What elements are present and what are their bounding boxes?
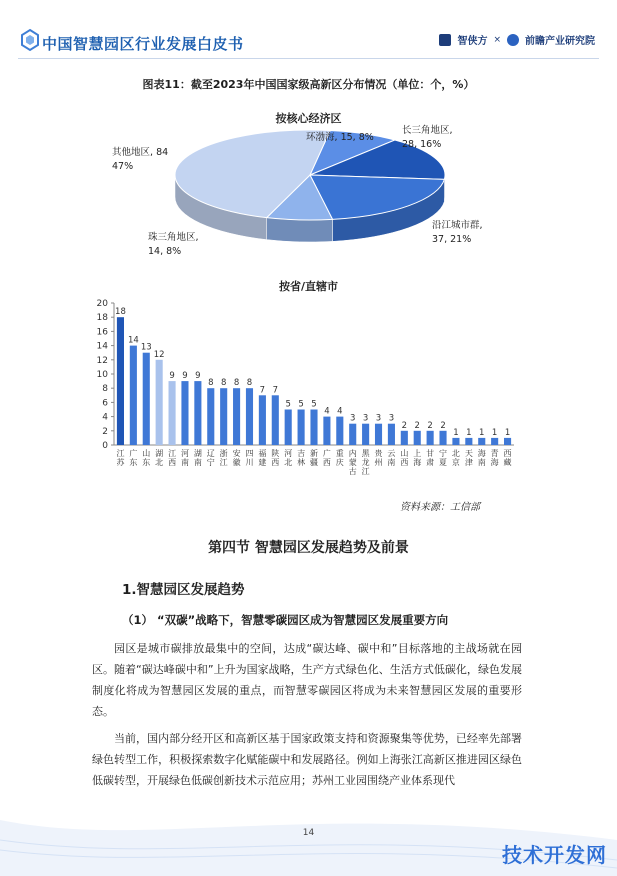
pie-label-yangtze: 沿江城市群, 37, 21% [432,220,483,245]
figure-source: 资料来源：工信部 [400,502,480,513]
bar-category-label: 宁夏 [439,449,448,467]
pie-side-3 [267,218,333,242]
y-tick-label: 14 [96,341,108,352]
y-tick-label: 8 [102,384,108,395]
pie-label-bohai: 环渤海, 15, 8% [306,132,374,143]
bar-category-label: 吉林 [297,449,306,467]
pie-label-bohai-value: 15 [340,132,353,143]
bar-辽宁 [207,388,214,445]
y-tick-label: 12 [96,355,108,366]
bar-value-label: 7 [272,385,279,396]
bar-value-label: 14 [127,335,139,346]
paragraph-2: 当前，国内部分经开区和高新区基于国家政策支持和资源聚集等优势，已经率先部署绿色转型工作，积极探索数字化赋能碳中和发展路径。例如上海张江高新区推进园区绿色低碳转型，开展绿色低碳创新技术示范应用；苏州工业园围绕产业体系现代 [92,732,522,787]
bar-重庆 [336,417,343,445]
pie-label-yangtze-pct: 21% [450,234,472,245]
pie-label-yangtze-value: 37 [432,234,445,245]
bar-category-label: 青海 [490,449,499,467]
bar-广西 [323,417,330,445]
page-number: 14 [302,828,315,838]
header-logo-icon [20,28,40,52]
brand-logo-icon [439,34,451,46]
bar-category-label: 重庆 [335,449,344,467]
bar-category-label: 西藏 [503,449,512,467]
bar-value-label: 5 [298,399,304,410]
logo-sep: × [493,34,501,45]
bar-贵州 [375,424,382,445]
bar-湖南 [194,381,201,445]
bar-value-label: 2 [401,420,408,431]
bar-山西 [401,431,408,445]
bar-category-label: 海南 [477,449,486,467]
bar-category-label: 新疆 [310,449,318,467]
y-tick-label: 6 [102,398,108,409]
bar-黑龙江 [362,424,369,445]
bar-value-label: 4 [324,406,330,417]
bar-上海 [414,431,421,445]
bar-浙江 [220,388,227,445]
bar-福建 [259,395,266,445]
bar-category-label: 四川 [245,449,254,467]
bar-value-label: 2 [427,420,433,431]
pie-label-other: 其他地区, 84 47% [112,147,169,172]
pie-subtitle: 按核心经济区 [275,112,342,125]
pie-label-other-value: 84 [156,147,169,158]
header-divider [18,58,599,59]
bar-value-label: 12 [153,349,165,360]
bar-内蒙古 [349,424,356,445]
bar-安徽 [233,388,240,445]
bar-category-label: 北京 [451,449,460,467]
pie-label-prd-pct: 8% [166,246,182,257]
bar-北京 [452,438,459,445]
bar-category-label: 江苏 [116,449,125,467]
bar-广东 [130,346,137,445]
y-tick-label: 0 [102,441,108,451]
bar-西藏 [504,438,511,445]
watermark: 技术开发网 [502,843,607,867]
bar-陕西 [272,395,279,445]
bar-value-label: 8 [233,378,240,389]
bar-value-label: 1 [491,427,498,438]
bar-value-label: 5 [285,399,291,410]
institute-logo-icon [507,34,519,46]
bar-category-label: 福建 [258,449,267,467]
y-tick-label: 16 [96,327,108,338]
pie-label-prd-value: 14 [148,246,161,257]
bar-category-label: 浙江 [219,449,228,467]
section-heading: 第四节 智慧园区发展趋势及前景 [208,540,409,556]
pie-label-bohai-name: 环渤海 [306,132,335,143]
bar-value-label: 18 [115,307,126,318]
bar-海南 [478,438,485,445]
bar-category-label: 天津 [464,449,473,467]
pie-label-yangtze-name: 沿江城市群 [432,220,480,231]
pie-label-yrd-value: 28 [402,139,415,150]
bar-category-label: 甘肃 [426,449,435,467]
bar-江西 [169,381,176,445]
bar-河北 [285,410,292,446]
bar-value-label: 1 [479,427,485,438]
bar-value-label: 2 [414,420,420,431]
pie-label-yrd-pct: 16% [420,139,442,150]
bar-category-label: 河北 [284,449,293,467]
subheading: 1.智慧园区发展趋势 [122,582,245,598]
y-tick-label: 2 [102,426,108,437]
bar-value-label: 3 [349,413,356,424]
bar-云南 [388,424,395,445]
pie-label-bohai-pct: 8% [358,132,374,143]
bar-value-label: 8 [220,378,227,389]
bar-category-label: 广西 [322,449,331,467]
pie-label-prd: 珠三角地区, 14, 8% [148,232,199,257]
bar-subtitle: 按省/直辖市 [278,280,339,293]
bar-category-label: 山西 [400,449,409,467]
bar-河南 [181,381,188,445]
bar-category-label: 江西 [168,449,177,467]
logo-left: 智侠方 [457,36,488,47]
bar-value-label: 8 [246,378,253,389]
bar-value-label: 5 [311,399,317,410]
header-logos [439,32,595,47]
bar-category-label: 云南 [387,449,396,467]
figure-title: 图表11：截至2023年中国国家级高新区分布情况（单位：个，%） [142,78,475,91]
bar-value-label: 9 [182,371,188,382]
y-tick-label: 4 [102,412,108,423]
pie-label-yrd: 长三角地区, 28, 16% [402,125,453,150]
bar-新疆 [310,410,317,446]
bar-山东 [143,353,150,445]
bar-value-label: 8 [208,378,214,389]
bar-category-label: 广东 [129,449,138,467]
bar-category-label: 河南 [180,449,189,467]
pie-label-prd-name: 珠三角地区 [148,232,196,243]
bar-value-label: 3 [388,413,395,424]
y-tick-label: 10 [96,370,108,380]
bar-value-label: 1 [466,427,472,438]
bar-value-label: 13 [140,342,152,353]
y-tick-label: 18 [96,313,108,324]
bar-value-label: 1 [453,427,459,438]
bar-天津 [465,438,472,445]
bar-category-label: 陕西 [271,449,280,467]
pie-label-other-pct: 47% [112,161,134,172]
bar-category-label: 贵州 [374,449,383,467]
bar-category-label: 上海 [413,449,422,467]
bar-category-label: 湖北 [155,449,164,467]
header-title: 中国智慧园区行业发展白皮书 [42,35,244,53]
bar-category-label: 辽宁 [206,449,215,467]
bar-吉林 [298,410,305,446]
bar-湖北 [156,360,163,445]
bar-宁夏 [439,431,446,445]
logo-right: 前瞻产业研究院 [525,36,595,47]
bar-value-label: 4 [337,406,343,417]
pie-label-other-name: 其他地区 [112,147,151,158]
y-tick-label: 20 [96,299,108,309]
bar-category-label: 安徽 [232,449,241,467]
bar-value-label: 7 [259,385,266,396]
bar-value-label: 2 [440,420,446,431]
bar-value-label: 9 [195,371,201,382]
bar-chart [80,295,530,490]
bar-value-label: 1 [504,427,511,438]
pie-label-yrd-name: 长三角地区 [402,125,450,136]
bar-青海 [491,438,498,445]
bar-value-label: 3 [375,413,382,424]
bar-value-label: 9 [169,371,175,382]
bar-category-label: 湖南 [193,449,202,467]
point-heading: （1） “双碳”战略下，智慧零碳园区成为智慧园区发展重要方向 [122,613,449,627]
bar-甘肃 [427,431,434,445]
bar-四川 [246,388,253,445]
paragraph-1: 园区是城市碳排放最集中的空间，达成“碳达峰、碳中和”目标落地的主战场就在园区。随着“碳达峰碳中和”上升为国家战略，生产方式绿色化、生活方式低碳化，绿色发展制度化将成为智慧园区发展的重点，而智慧零碳园区将成为未来智慧园区发展的重要形态。 [92,642,522,718]
bar-江苏 [117,317,124,445]
bar-category-label: 内蒙古 [348,449,357,476]
bar-value-label: 3 [362,413,369,424]
bar-category-label: 黑龙江 [361,449,370,476]
bar-category-label: 山东 [142,449,151,467]
